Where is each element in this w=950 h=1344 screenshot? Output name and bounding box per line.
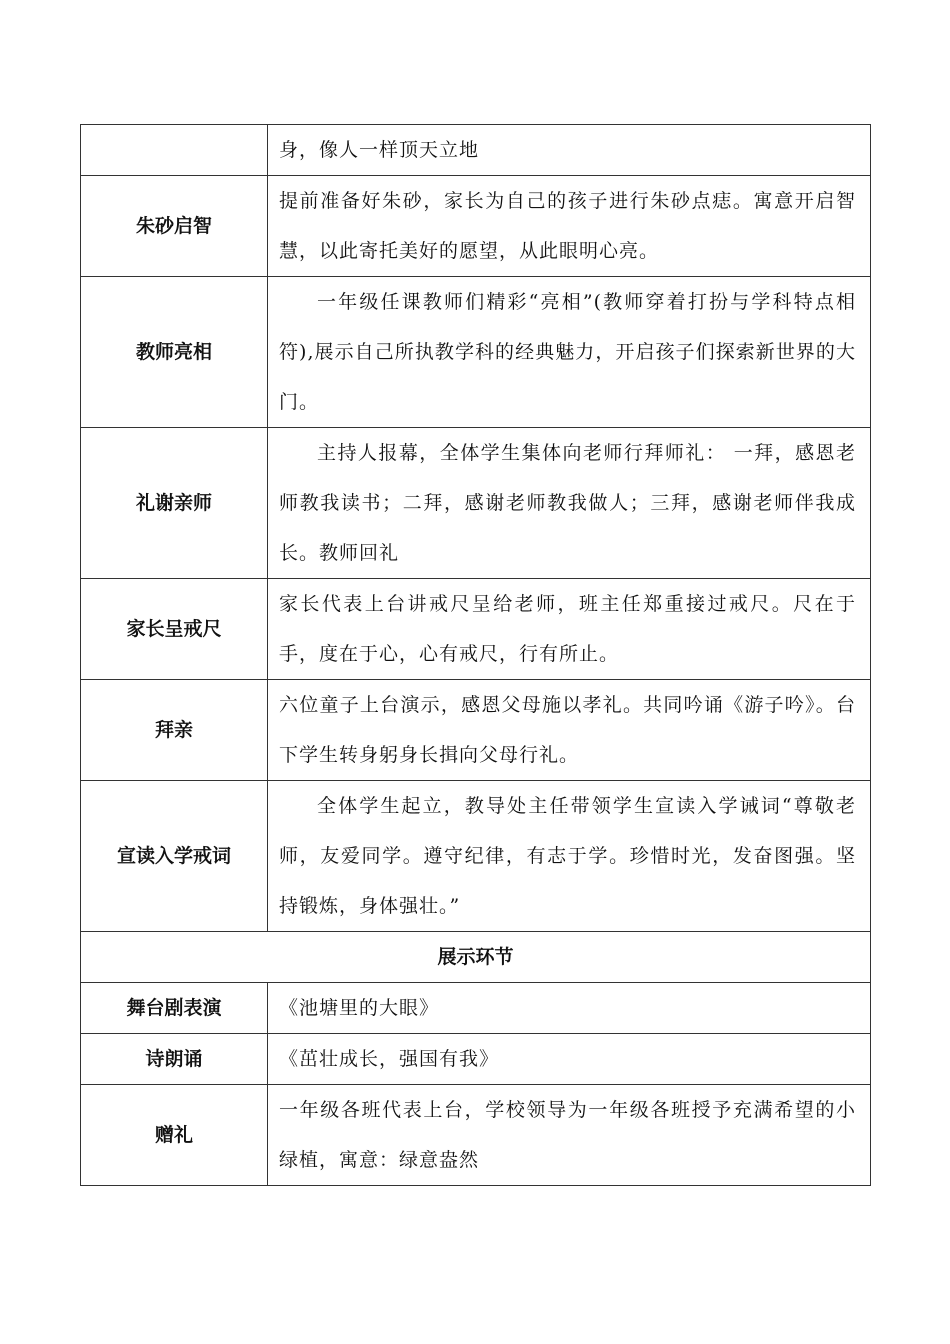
table-row — [81, 1085, 871, 1186]
row-label: 赠礼 — [81, 1085, 268, 1186]
table-row — [81, 680, 871, 781]
row-content-text: 全体学生起立，教导处主任带领学生宣读入学诫词“尊敬老师，友爱同学。遵守纪律，有志于学。珍惜时光，发奋图强。坚持锻炼，身体强壮。” — [279, 795, 856, 917]
row-content-text: 身，像人一样顶天立地 — [279, 139, 480, 161]
table-row — [81, 781, 871, 932]
row-content-text: 六位童子上台演示，感恩父母施以孝礼。共同吟诵《游子吟》。台下学生转身躬身长揖向父母行礼。 — [279, 694, 856, 766]
row-content — [268, 983, 871, 1034]
row-content — [268, 428, 871, 579]
row-content — [268, 1034, 871, 1085]
row-content — [268, 277, 871, 428]
row-label: 家长呈戒尺 — [81, 579, 268, 680]
row-label: 诗朗诵 — [81, 1034, 268, 1085]
row-label: 宣读入学戒词 — [81, 781, 268, 932]
row-content-text: 提前准备好朱砂，家长为自己的孩子进行朱砂点痣。寓意开启智慧，以此寄托美好的愿望，从此眼明心亮。 — [279, 190, 856, 262]
row-content-text: 一年级任课教师们精彩“亮相”(教师穿着打扮与学科特点相符),展示自己所执教学科的经典魅力，开启孩子们探索新世界的大门。 — [279, 291, 856, 413]
table-row — [81, 125, 871, 176]
table-row — [81, 983, 871, 1034]
table-row — [81, 579, 871, 680]
row-content-text: 家长代表上台讲戒尺呈给老师，班主任郑重接过戒尺。尺在于手，度在于心，心有戒尺，行有所止。 — [279, 593, 856, 665]
row-label — [81, 125, 268, 176]
table-row — [81, 277, 871, 428]
row-label: 朱砂启智 — [81, 176, 268, 277]
row-label: 舞台剧表演 — [81, 983, 268, 1034]
section-title: 展示环节 — [81, 932, 871, 983]
row-content-text: 一年级各班代表上台，学校领导为一年级各班授予充满希望的小绿植，寓意：绿意盎然 — [279, 1099, 856, 1171]
table-row — [81, 1034, 871, 1085]
row-content — [268, 125, 871, 176]
table-row — [81, 428, 871, 579]
section-row — [81, 932, 871, 983]
row-content-text: 《池塘里的大眼》 — [279, 997, 440, 1019]
row-label: 拜亲 — [81, 680, 268, 781]
row-label: 教师亮相 — [81, 277, 268, 428]
row-content — [268, 680, 871, 781]
row-content-text: 《茁壮成长，强国有我》 — [279, 1048, 500, 1070]
row-content — [268, 1085, 871, 1186]
table-row — [81, 176, 871, 277]
row-content — [268, 176, 871, 277]
row-content — [268, 579, 871, 680]
program-table — [80, 124, 871, 1186]
row-content — [268, 781, 871, 932]
row-content-text: 主持人报幕，全体学生集体向老师行拜师礼： 一拜，感恩老师教我读书；二拜，感谢老师教我做人；三拜，感谢老师伴我成长。教师回礼 — [279, 442, 856, 564]
row-label: 礼谢亲师 — [81, 428, 268, 579]
